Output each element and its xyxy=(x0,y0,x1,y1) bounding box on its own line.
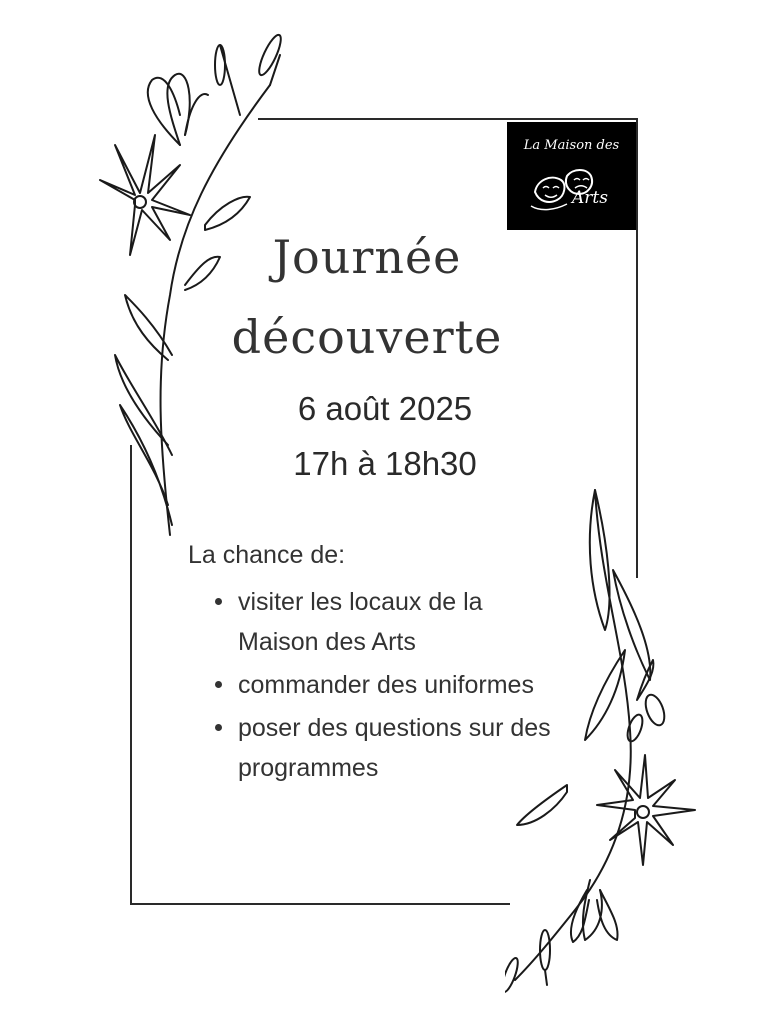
list-item xyxy=(210,708,570,788)
event-time: 17h à 18h30 xyxy=(293,445,477,482)
bullet-icon xyxy=(215,598,222,605)
frame-bottom-line xyxy=(130,903,510,905)
event-date: 6 août 2025 xyxy=(297,390,473,427)
list-item-text: poser des questions sur des programmes xyxy=(238,714,551,782)
list-item xyxy=(210,665,570,705)
logo-top-text: La Maison des xyxy=(523,138,620,153)
list-item-text: visiter les locaux de la Maison des Arts xyxy=(238,588,483,656)
frame-top-line xyxy=(258,118,638,120)
list-item xyxy=(210,582,570,662)
list-item-text: commander des uniformes xyxy=(238,671,534,699)
logo-bottom-text: Arts xyxy=(572,188,608,208)
page-title-line-2: découverte xyxy=(231,310,503,364)
benefits-list xyxy=(210,582,570,791)
intro-text: La chance de: xyxy=(188,541,346,569)
maison-des-arts-logo xyxy=(507,122,636,230)
bullet-icon xyxy=(215,724,222,731)
page-title-line-1: Journée xyxy=(272,230,462,284)
bullet-icon xyxy=(215,681,222,688)
